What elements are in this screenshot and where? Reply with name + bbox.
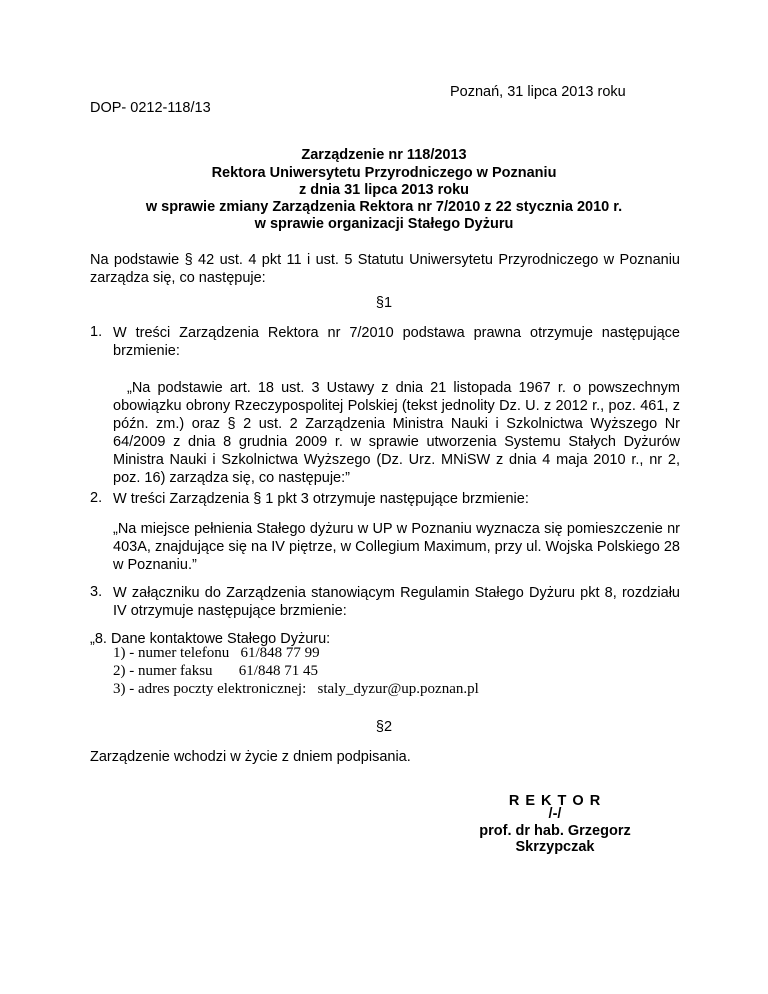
signature-mark: /-/ bbox=[548, 806, 562, 822]
item-1-number: 1. bbox=[90, 324, 103, 340]
section-2-heading: §2 bbox=[375, 719, 393, 735]
contact-email: 3) - adres poczty elektronicznej: staly_dyzur@up.poznan.pl bbox=[113, 681, 479, 697]
item-2-quote: „Na miejsce pełnienia Stałego dyżuru w UP w Poznaniu wyznacza się pomieszczenie nr 403A, znajdujące się na IV piętrze, w Collegium Maximum, przy ul. Wojska Polskiego 28 w Poznaniu.” bbox=[113, 521, 680, 573]
section-1-heading: §1 bbox=[375, 295, 393, 311]
title-line-2: Rektora Uniwersytetu Przyrodniczego w Poznaniu bbox=[211, 165, 557, 181]
contact-fax: 2) - numer faksu 61/848 71 45 bbox=[113, 663, 318, 679]
item-1-quote: „Na podstawie art. 18 ust. 3 Ustawy z dnia 21 listopada 1967 r. o powszechnym obowiązku obrony Rzeczypospolitej Polskiej (tekst jednolity Dz. U. z 2012 r., poz. 461, z późn. zm.) oraz § 2 ust. 2 Zarządzenia Ministra Nauki i Szkolnictwa Wyższego Nr 64/2009 z dnia 8 grudnia 2009 r. w sprawie utworzenia Systemu Stałych Dyżurów Ministra Nauki i Szkolnictwa Wyższego (Dz. Urz. MNiSW z dnia 4 maja 2010 r., nr 2, poz. 16) zarządza się, co następuje:” bbox=[113, 380, 680, 486]
contact-phone: 1) - numer telefonu 61/848 77 99 bbox=[113, 645, 320, 661]
title-line-3: z dnia 31 lipca 2013 roku bbox=[298, 182, 470, 198]
item-2-text: W treści Zarządzenia § 1 pkt 3 otrzymuje następujące brzmienie: bbox=[113, 491, 529, 507]
signature-title: R E K T O R bbox=[508, 793, 602, 809]
intro-paragraph: Na podstawie § 42 ust. 4 pkt 11 i ust. 5 Statutu Uniwersytetu Przyrodniczego w Poznaniu zarządza się, co następuje: bbox=[90, 252, 680, 286]
title-line-5: w sprawie organizacji Stałego Dyżuru bbox=[254, 216, 514, 232]
item-1-text: W treści Zarządzenia Rektora nr 7/2010 podstawa prawna otrzymuje następujące brzmienie: bbox=[113, 325, 680, 359]
item-3-number: 3. bbox=[90, 584, 103, 600]
item-2-number: 2. bbox=[90, 490, 103, 506]
signature-name: prof. dr hab. Grzegorz Skrzypczak bbox=[479, 823, 631, 855]
place-date: Poznań, 31 lipca 2013 roku bbox=[450, 84, 626, 100]
title-line-4: w sprawie zmiany Zarządzenia Rektora nr 7/2010 z 22 stycznia 2010 r. bbox=[145, 199, 623, 215]
title-line-1: Zarządzenie nr 118/2013 bbox=[301, 147, 467, 163]
section-2-text: Zarządzenie wchodzi w życie z dniem podpisania. bbox=[90, 749, 411, 765]
item-3-text: W załączniku do Zarządzenia stanowiącym Regulamin Stałego Dyżuru pkt 8, rozdziału IV otrzymuje następujące brzmienie: bbox=[113, 585, 680, 619]
reference-number: DOP- 0212-118/13 bbox=[90, 100, 211, 116]
contacts-heading: „8. Dane kontaktowe Stałego Dyżuru: bbox=[90, 631, 331, 647]
